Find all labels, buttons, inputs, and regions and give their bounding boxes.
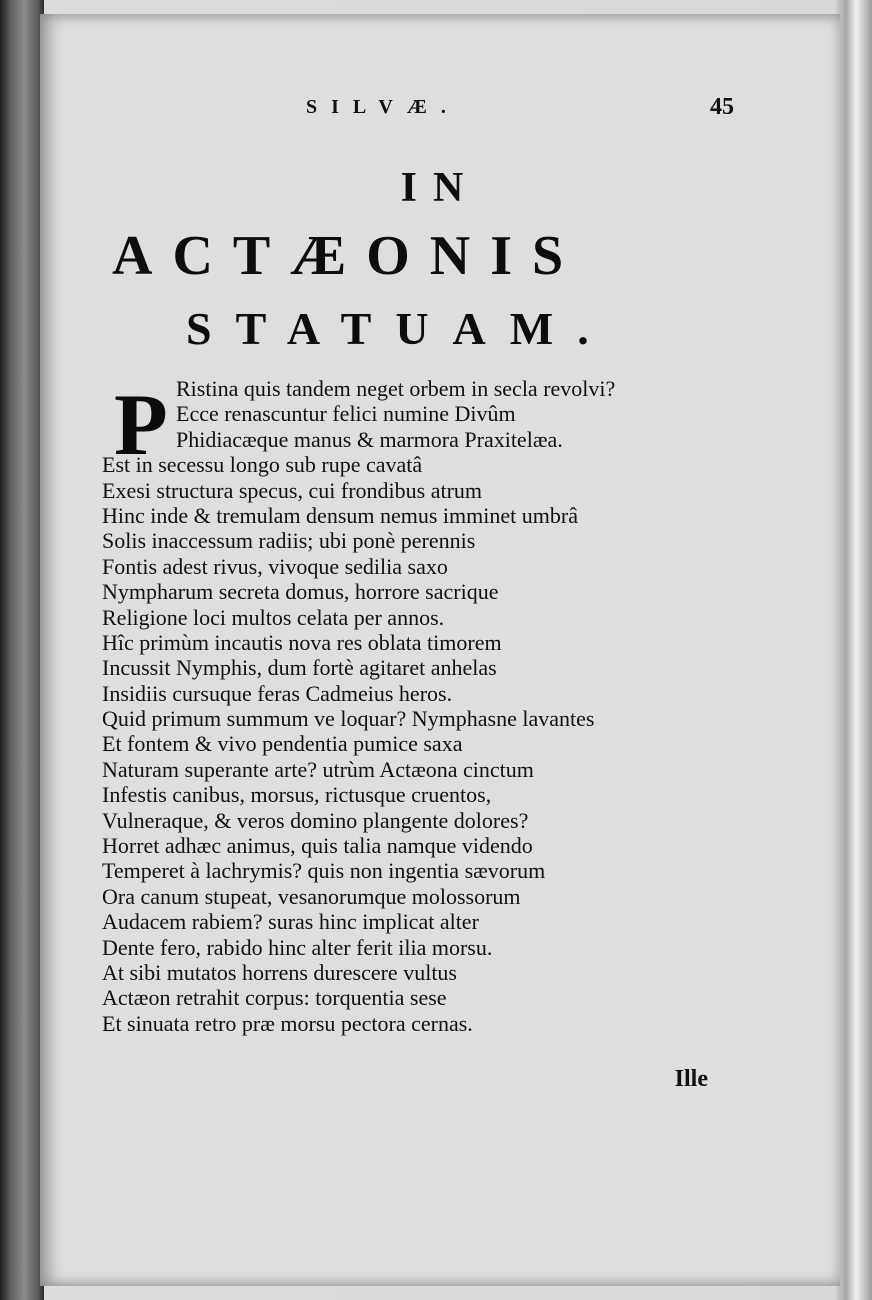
verse-line: Actæon retrahit corpus: torquentia sese	[102, 985, 447, 1011]
verse-line: Et sinuata retro præ morsu pectora cernas.	[102, 1010, 473, 1036]
left-page-edge	[0, 0, 44, 1300]
title-line-1: IN	[400, 165, 480, 211]
running-head	[40, 94, 840, 134]
verse-line: Fontis adest rivus, vivoque sedilia saxo	[102, 553, 448, 579]
verse-line: Incussit Nymphis, dum fortè agitaret anhelas	[102, 655, 497, 681]
verse-line: Naturam superante arte? utrùm Actæona cinctum	[102, 756, 534, 782]
book-page	[40, 14, 841, 1286]
verse-line: Hinc inde & tremulam densum nemus imminet umbrâ	[102, 502, 578, 528]
verse-line: Hîc primùm incautis nova res oblata timorem	[102, 629, 502, 655]
verse-line: Et fontem & vivo pendentia pumice saxa	[102, 731, 463, 757]
verse-line: Ora canum stupeat, vesanorumque molossorum	[102, 883, 521, 909]
drop-cap-initial: P	[114, 377, 168, 474]
title-line-3: STATUAM.	[186, 303, 613, 354]
poem-text	[102, 376, 722, 1036]
verse-line: Exesi structura specus, cui frondibus atrum	[102, 477, 483, 503]
verse-line: At sibi mutatos horrens durescere vultus	[102, 959, 457, 985]
verse-line: Ecce renascuntur felici numine Divûm	[176, 401, 516, 427]
running-title: SILVÆ.	[306, 96, 460, 118]
verse-line: Dente fero, rabido hinc alter ferit ilia morsu.	[102, 934, 493, 960]
verse-line: Est in secessu longo sub rupe cavatâ	[102, 452, 423, 478]
verse-line: Religione loci multos celata per annos.	[102, 604, 445, 630]
verse-line: Infestis canibus, morsus, rictusque cruentos,	[102, 782, 492, 808]
verse-line: Quid primum summum ve loquar? Nymphasne lavantes	[102, 706, 595, 732]
verse-line: Solis inaccessum radiis; ubi ponè perennis	[102, 528, 476, 554]
verse-line: Temperet à lachrymis? quis non ingentia sævorum	[102, 858, 546, 884]
verse-line: Ristina quis tandem neget orbem in secla revolvi?	[176, 376, 616, 401]
verse-line: Nympharum secreta domus, horrore sacrique	[102, 579, 499, 605]
right-page-edge	[836, 0, 872, 1300]
title-line-2: ACTÆONIS	[112, 225, 584, 287]
verse-line: Insidiis cursuque feras Cadmeius heros.	[102, 680, 453, 706]
verse-line: Vulneraque, & veros domino plangente dolores?	[102, 807, 529, 833]
verse-line: Phidiacæque manus & marmora Praxitelæa.	[176, 426, 563, 452]
catchword: Ille	[674, 1066, 708, 1092]
verse-line: Audacem rabiem? suras hinc implicat alter	[102, 909, 479, 935]
verse-line: Horret adhæc animus, quis talia namque videndo	[102, 833, 533, 859]
page-number: 45	[710, 94, 734, 120]
